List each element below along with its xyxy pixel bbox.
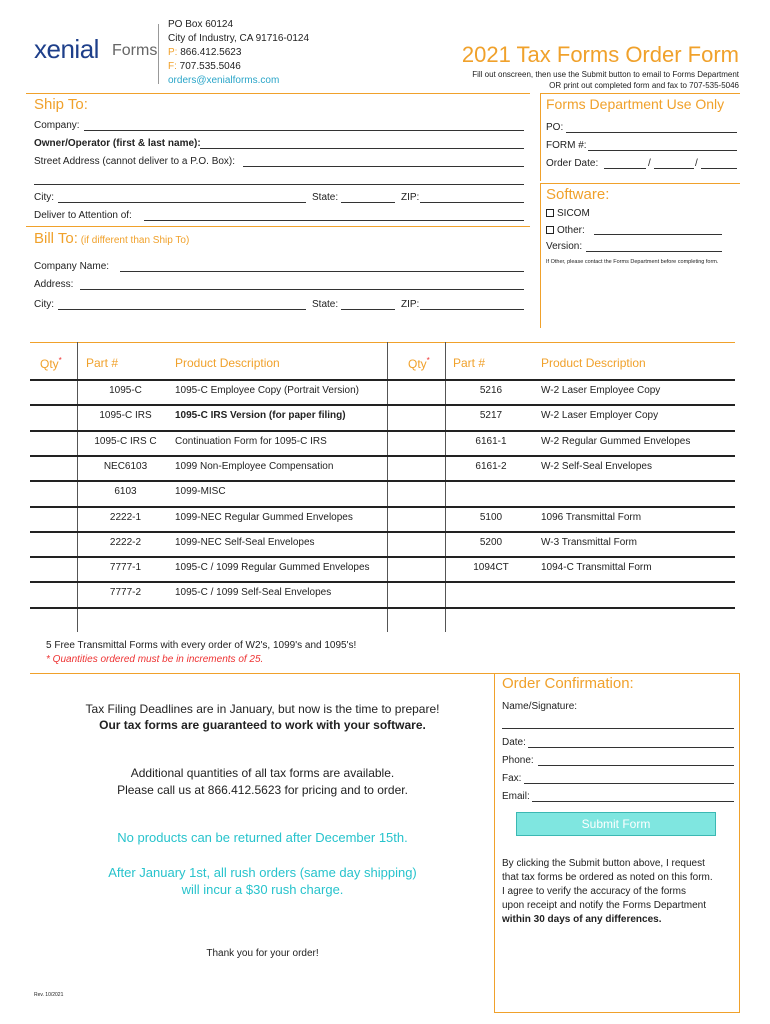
disclaimer-line-3: I agree to verify the accuracy of the forms: [502, 886, 686, 897]
dept-form-field[interactable]: [588, 150, 737, 151]
row-line-left: [30, 379, 387, 381]
disclaimer-line-5: within 30 days of any differences.: [502, 914, 662, 925]
confirm-email-field[interactable]: [532, 801, 734, 802]
row-line-left: [30, 480, 387, 482]
info-line-4: Please call us at 866.412.5623 for pricing and to order.: [117, 783, 408, 797]
dept-heading: Forms Department Use Only: [546, 96, 725, 112]
confirm-box: [495, 673, 740, 1013]
row-line-left: [30, 506, 387, 508]
transmittal-note: 5 Free Transmittal Forms with every order of W2's, 1099's and 1095's!: [46, 640, 357, 651]
fax-prefix: F:: [168, 61, 177, 72]
revision-label: Rev. 10/2021: [34, 992, 64, 998]
ship-attention-field[interactable]: [144, 220, 524, 221]
qty-input-left[interactable]: [32, 583, 76, 603]
qty-input-right[interactable]: [390, 533, 444, 553]
dept-date-label: Order Date:: [546, 158, 599, 169]
info-line-5: No products can be returned after December 15th.: [117, 830, 408, 845]
product-description-right: 1094-C Transmittal Form: [541, 562, 652, 573]
bill-zip-label: ZIP:: [401, 299, 420, 310]
product-description-right: W-2 Laser Employee Copy: [541, 385, 661, 396]
disclaimer-line-1: By clicking the Submit button above, I request: [502, 858, 705, 869]
ship-state-field[interactable]: [341, 202, 395, 203]
instruction-line-2: OR print out completed form and fax to 707-535-5046: [549, 81, 739, 90]
disclaimer-line-2: that tax forms be ordered as noted on this form.: [502, 872, 713, 883]
col-qty-right: Qty*: [408, 356, 430, 371]
info-line-1: Tax Filing Deadlines are in January, but now is the time to prepare!: [85, 702, 440, 716]
col-part-left: Part #: [86, 356, 119, 370]
qty-input-right[interactable]: [390, 558, 444, 578]
qty-input-left[interactable]: [32, 533, 76, 553]
bill-address-field[interactable]: [80, 289, 524, 290]
increments-note: * Quantities ordered must be in increments of 25.: [46, 654, 264, 665]
info-line-7: will incur a $30 rush charge.: [181, 882, 344, 897]
bill-to-subheading: (if different than Ship To): [80, 235, 190, 246]
other-label: Other:: [557, 225, 585, 236]
qty-input-left[interactable]: [32, 381, 76, 401]
row-line-right: [387, 480, 735, 482]
qty-input-right[interactable]: [390, 432, 444, 452]
product-description-left: 1099-MISC: [175, 486, 226, 497]
qty-input-left[interactable]: [32, 457, 76, 477]
part-number-right: 1094CT: [473, 562, 509, 573]
part-number-left: 7777-2: [109, 587, 142, 598]
part-number-right: 6161-1: [475, 436, 507, 447]
qty-input-right[interactable]: [390, 508, 444, 528]
row-line-left: [30, 455, 387, 457]
logo-divider: [158, 24, 159, 84]
software-note: If Other, please contact the Forms Department before completing form.: [546, 259, 719, 265]
ship-to-top-border: [26, 93, 530, 95]
product-description-right: W-3 Transmittal Form: [541, 537, 637, 548]
bill-address-label: Address:: [34, 279, 74, 290]
part-number-right: 6161-2: [475, 461, 507, 472]
dept-date-month[interactable]: [604, 168, 646, 169]
ship-state-label: State:: [312, 192, 339, 203]
software-other-field[interactable]: [594, 234, 722, 235]
qty-input-left[interactable]: [32, 432, 76, 452]
bill-city-field[interactable]: [58, 309, 306, 310]
row-line-right: [387, 581, 735, 583]
fax-line: [168, 60, 309, 74]
part-number-right: 5216: [479, 385, 503, 396]
col-qty-left: Qty*: [40, 356, 62, 371]
product-description-left: Continuation Form for 1095-C IRS: [175, 436, 327, 447]
product-description-right: 1096 Transmittal Form: [541, 512, 642, 523]
ship-city-label: City:: [34, 192, 54, 203]
confirm-phone-label: Phone:: [502, 755, 534, 766]
dept-form-label: FORM #:: [546, 140, 587, 151]
confirm-phone-field[interactable]: [538, 765, 734, 766]
ship-zip-label: ZIP:: [401, 192, 420, 203]
table-top-border: [30, 342, 735, 343]
phone-line: [168, 46, 309, 60]
confirm-date-label: Date:: [502, 737, 526, 748]
ship-owner-field[interactable]: [200, 148, 524, 149]
confirm-name-label: Name/Signature:: [502, 701, 578, 712]
qty-input-left[interactable]: [32, 482, 76, 502]
confirm-fax-label: Fax:: [502, 773, 522, 784]
bill-city-label: City:: [34, 299, 54, 310]
phone-number: 866.412.5623: [180, 47, 242, 58]
bill-state-label: State:: [312, 299, 339, 310]
product-description-right: W-2 Self-Seal Envelopes: [541, 461, 652, 472]
row-line-left: [30, 430, 387, 432]
bill-company-label: Company Name:: [34, 261, 110, 272]
ship-street-field[interactable]: [243, 166, 524, 167]
product-description-right: W-2 Regular Gummed Envelopes: [541, 436, 691, 447]
row-line-left: [30, 581, 387, 583]
software-version-field[interactable]: [586, 251, 722, 252]
info-line-2: Our tax forms are guaranteed to work with your software.: [99, 718, 426, 732]
confirm-email-label: Email:: [502, 791, 530, 802]
product-description-left: 1099-NEC Self-Seal Envelopes: [175, 537, 315, 548]
fax-number: 707.535.5046: [179, 61, 241, 72]
product-description-left: 1099-NEC Regular Gummed Envelopes: [175, 512, 353, 523]
logo-word: xenial: [34, 34, 99, 64]
info-line-6: After January 1st, all rush orders (same day shipping): [108, 865, 417, 880]
confirm-disclaimer: [502, 857, 713, 927]
dept-date-slash-2: /: [695, 158, 698, 169]
qty-input-right[interactable]: [390, 406, 444, 426]
dept-date-slash-1: /: [648, 158, 651, 169]
row-line-left: [30, 404, 387, 406]
other-checkbox[interactable]: [546, 226, 554, 234]
dept-po-field[interactable]: [566, 132, 737, 133]
col-part-right: Part #: [453, 356, 486, 370]
email-link[interactable]: orders@xenialforms.com: [168, 75, 280, 86]
address-line-2: City of Industry, CA 91716-0124: [168, 33, 310, 44]
confirm-date-field[interactable]: [528, 747, 734, 748]
ship-company-field[interactable]: [84, 130, 524, 131]
info-line-3: Additional quantities of all tax forms are available.: [130, 766, 395, 780]
qty-input-left[interactable]: [32, 558, 76, 578]
qty-input-left[interactable]: [32, 406, 76, 426]
qty-input-left[interactable]: [32, 508, 76, 528]
bill-zip-field[interactable]: [420, 309, 524, 310]
ship-attention-label: Deliver to Attention of:: [34, 210, 132, 221]
part-number-left: 2222-2: [109, 537, 142, 548]
dept-po-label: PO:: [546, 122, 564, 133]
col-desc-left: Product Description: [175, 356, 280, 370]
product-description-left: 1099 Non-Employee Compensation: [175, 461, 334, 472]
sicom-checkbox[interactable]: [546, 209, 554, 217]
part-number-left: 2222-1: [109, 512, 142, 523]
dept-date-day[interactable]: [654, 168, 694, 169]
submit-button[interactable]: Submit Form: [516, 812, 716, 836]
confirm-name-field[interactable]: [502, 728, 734, 729]
bill-to-heading: Bill To:: [34, 230, 78, 247]
part-number-right: 5100: [479, 512, 503, 523]
part-number-left: 1095-C: [109, 385, 142, 396]
bill-to-heading-wrap: [34, 230, 189, 247]
ship-street-field-2[interactable]: [34, 184, 524, 185]
phone-prefix: P:: [168, 47, 178, 58]
dept-date-year[interactable]: [701, 168, 737, 169]
disclaimer-line-4: upon receipt and notify the Forms Department: [502, 900, 706, 911]
product-description-right: W-2 Laser Employer Copy: [541, 410, 659, 421]
instruction-line-1: Fill out onscreen, then use the Submit button to email to Forms Department: [472, 70, 739, 79]
part-number-left: NEC6103: [103, 461, 148, 472]
product-description-left: 1095-C Employee Copy (Portrait Version): [175, 385, 359, 396]
software-version-label: Version:: [546, 241, 583, 252]
ship-zip-field[interactable]: [420, 202, 524, 203]
part-number-right: 5217: [479, 410, 503, 421]
software-sicom-option[interactable]: [546, 208, 590, 219]
software-heading: Software:: [546, 186, 610, 203]
software-box: [540, 183, 740, 328]
bill-state-field[interactable]: [341, 309, 395, 310]
col-desc-right: Product Description: [541, 356, 646, 370]
qty-input-right[interactable]: [390, 381, 444, 401]
qty-input-right[interactable]: [390, 457, 444, 477]
page-title: 2021 Tax Forms Order Form: [461, 42, 739, 67]
ship-street-label: Street Address (cannot deliver to a P.O. Box):: [34, 156, 236, 167]
product-description-left: 1095-C IRS Version (for paper filing): [175, 410, 346, 421]
confirm-fax-field[interactable]: [524, 783, 734, 784]
ship-owner-label: Owner/Operator (first & last name):: [34, 138, 201, 149]
part-number-right: 5200: [479, 537, 503, 548]
product-description-left: 1095-C / 1099 Self-Seal Envelopes: [175, 587, 332, 598]
confirm-heading: Order Confirmation:: [502, 675, 634, 692]
software-other-option[interactable]: [546, 225, 585, 236]
address-line-1: PO Box 60124: [168, 19, 234, 30]
sicom-label: SICOM: [557, 208, 590, 219]
ship-company-label: Company:: [34, 120, 80, 131]
ship-to-heading: Ship To:: [34, 96, 88, 113]
row-line-left: [30, 531, 387, 533]
thanks-text: Thank you for your order!: [206, 948, 319, 959]
ship-city-field[interactable]: [58, 202, 306, 203]
table-vline: [387, 342, 388, 632]
bill-company-field[interactable]: [120, 271, 524, 272]
part-number-left: 7777-1: [109, 562, 142, 573]
table-bottom-line: [30, 607, 735, 609]
part-number-left: 1095-C IRS: [99, 410, 152, 421]
company-address: [168, 18, 309, 88]
logo-sub: Forms: [112, 42, 158, 59]
part-number-left: 1095-C IRS C: [94, 436, 157, 447]
part-number-left: 6103: [114, 486, 137, 497]
row-line-left: [30, 556, 387, 558]
product-description-left: 1095-C / 1099 Regular Gummed Envelopes: [175, 562, 370, 573]
bill-to-top-border: [26, 226, 530, 228]
instructions: [472, 69, 739, 91]
